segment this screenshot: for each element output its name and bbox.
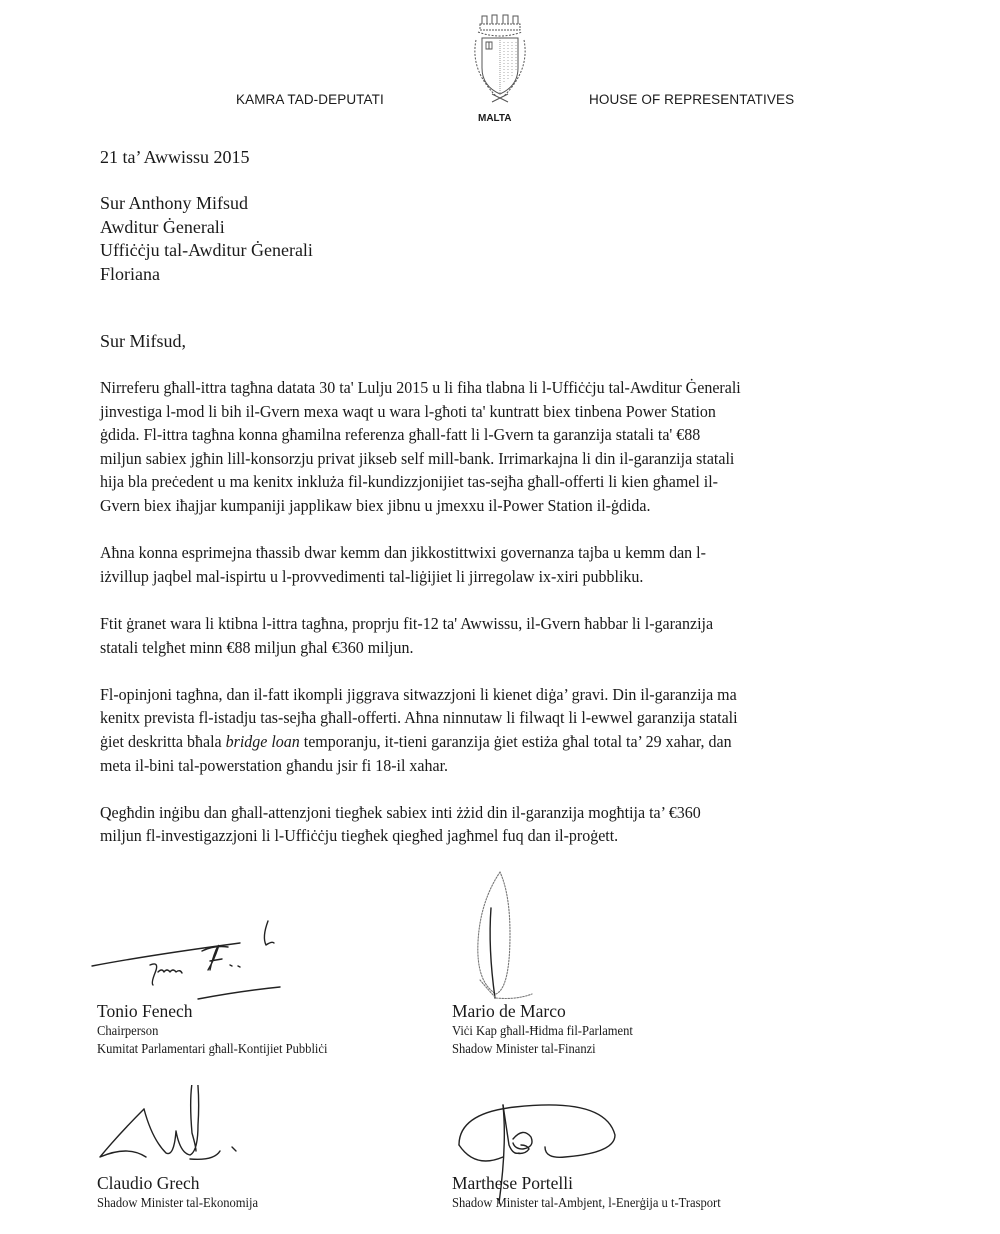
paragraph-line: iżvillup jaqbel mal-ispirtu u l-provvedimenti tal-liġijiet li jirregolaw ix-xiri pubbliku. — [100, 566, 644, 586]
handwritten-signature-icon — [470, 868, 570, 1000]
paragraph-line — [100, 730, 891, 754]
paragraph-line: kenitx prevista fl-istadju tas-sejħa għall-offerti. Aħna ninnutaw li filwaqt li l-ewwel garanzija statali — [100, 708, 738, 728]
signatory-title: Viċi Kap għall-Ħidma fil-Parlament — [452, 1023, 633, 1038]
handwritten-signature-icon — [98, 1085, 258, 1170]
text-run: ġiet deskritta bħala — [100, 731, 226, 751]
paragraph-line: jinvestiga l-mod li bih il-Gvern mexa waqt u wara l-għoti ta' kuntratt biex tinbena Power Station — [100, 401, 716, 421]
signatory-claudio-grech — [97, 1173, 270, 1212]
paragraph-line: meta il-bini tal-powerstation għandu jsir fi 18-il xahar. — [100, 755, 449, 775]
signatory-tonio-fenech — [97, 1001, 345, 1058]
handwritten-signature-icon — [90, 915, 300, 1000]
text-run: temporanju, it-tieni garanzija ġiet estiża għal total ta’ 29 xahar, dan — [299, 731, 732, 751]
paragraph-3 — [100, 612, 891, 659]
recipient-locality: Floriana — [100, 263, 160, 284]
italic-term: bridge loan — [225, 731, 300, 751]
letter-date: 21 ta’ Awwissu 2015 — [100, 147, 250, 167]
paragraph-line: Nirreferu għall-ittra tagħna datata 30 ta' Lulju 2015 u li fiha tlabna li l-Uffiċċju tal-Awditur Ġenerali — [100, 378, 741, 397]
signatory-marthese-portelli — [452, 1173, 741, 1212]
paragraph-line: Qegħdin inġibu dan għall-attenzjoni tiegħek sabiex inti żżid din il-garanzija mogħtija ta’ €360 — [100, 802, 701, 822]
malta-coat-of-arms-icon — [452, 6, 548, 106]
signatory-title: Shadow Minister tal-Finanzi — [452, 1041, 596, 1056]
letter-body — [100, 376, 890, 871]
signatory-title: Kumitat Parlamentari għall-Kontijiet Pubbliċi — [97, 1041, 328, 1056]
paragraph-line: Gvern biex iħajjar kumpaniji japplikaw biex jibnu u jmexxu il-Power Station il-ġdida. — [100, 495, 651, 515]
signatory-name: Mario de Marco — [452, 1001, 566, 1021]
paragraph-line: statali telgħet minn €88 miljun għal €360 miljun. — [100, 637, 414, 657]
crest-caption: MALTA — [478, 113, 512, 124]
letterhead-left-title: KAMRA TAD-DEPUTATI — [236, 92, 384, 107]
recipient-title: Awditur Ġenerali — [100, 216, 225, 237]
salutation: Sur Mifsud, — [100, 331, 187, 351]
paragraph-5 — [100, 801, 891, 848]
signatory-name: Marthese Portelli — [452, 1173, 574, 1193]
paragraph-line: ġdida. Fl-ittra tagħna konna għamilna referenza għall-fatt li l-Gvern ta garanzija statali ta' €88 — [100, 425, 701, 445]
signatory-name: Tonio Fenech — [97, 1001, 193, 1021]
recipient-office: Uffiċċju tal-Awditur Ġenerali — [100, 240, 313, 260]
signatory-title: Shadow Minister tal-Ekonomija — [97, 1195, 259, 1210]
paragraph-2 — [100, 541, 891, 588]
paragraph-line: Ftit ġranet wara li ktibna l-ittra tagħna, proprju fit-12 ta' Awwissu, il-Gvern ħabbar li l-garanzija — [100, 613, 714, 633]
recipient-address — [100, 192, 313, 286]
paragraph-1 — [100, 376, 891, 518]
recipient-name: Sur Anthony Mifsud — [100, 193, 249, 213]
paragraph-4 — [100, 683, 891, 777]
letterhead-right-title: HOUSE OF REPRESENTATIVES — [589, 92, 795, 107]
signatory-title: Chairperson — [97, 1023, 159, 1038]
paragraph-line: hija bla preċedent u ma kenitx inkluża fil-kundizzjonijiet tas-sejħa għall-offerti li kien għamel il- — [100, 472, 719, 492]
paragraph-line: Aħna konna esprimejna tħassib dwar kemm dan jikkostittwixi governanza tajba u kemm dan l- — [100, 543, 706, 563]
signatory-mario-de-marco — [452, 1001, 647, 1058]
paragraph-line: miljun fl-investigazzjoni li l-Uffiċċju tiegħek qiegħed jagħmel fuq dan il-proġett. — [100, 826, 619, 846]
signatory-name: Claudio Grech — [97, 1173, 200, 1193]
paragraph-line: miljun sabiex jgħin lill-konsorzju privat jikseb self mill-bank. Irrimarkajna li din il-garanzija statali — [100, 448, 735, 468]
signatory-title: Shadow Minister tal-Ambjent, l-Enerġija u t-Trasport — [452, 1195, 721, 1210]
paragraph-line: Fl-opinjoni tagħna, dan il-fatt ikompli jiggrava sitwazzjoni li kienet diġa’ gravi. Din il-garanzija ma — [100, 684, 737, 704]
